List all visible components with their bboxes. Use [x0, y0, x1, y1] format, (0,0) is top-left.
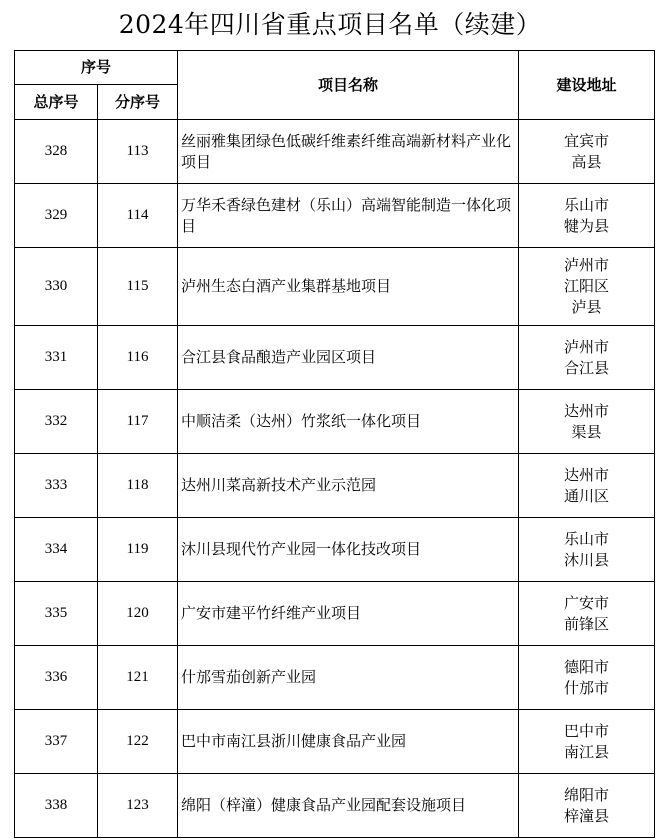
table-row [15, 646, 655, 710]
location-line: 南江县 [564, 742, 610, 761]
seq-group-header: 序号 [15, 51, 178, 85]
location-cell [519, 248, 655, 326]
project-name-cell: 中顺洁柔（达州）竹浆纸一体化项目 [178, 390, 519, 454]
project-name-cell: 万华禾香绿色建材（乐山）高端智能制造一体化项目 [178, 184, 519, 248]
total-seq-cell: 334 [15, 518, 98, 582]
sub-seq-cell: 113 [98, 120, 178, 184]
location-line: 犍为县 [564, 216, 610, 235]
location-line: 广安市 [564, 593, 610, 612]
location-line: 前锋区 [564, 614, 610, 633]
location-header: 建设地址 [519, 51, 655, 120]
total-seq-cell: 338 [15, 774, 98, 838]
location-cell [519, 518, 655, 582]
total-seq-cell: 329 [15, 184, 98, 248]
total-seq-cell: 336 [15, 646, 98, 710]
location-line: 泸县 [571, 298, 602, 316]
sub-seq-cell: 121 [98, 646, 178, 710]
location-cell [519, 390, 655, 454]
table-row [15, 582, 655, 646]
project-name-cell: 沐川县现代竹产业园一体化技改项目 [178, 518, 519, 582]
table-row [15, 518, 655, 582]
location-cell [519, 120, 655, 184]
total-seq-cell: 328 [15, 120, 98, 184]
location-line: 梓潼县 [564, 806, 610, 825]
location-line: 合江县 [564, 358, 610, 377]
location-line: 渠县 [571, 422, 602, 441]
location-cell [519, 454, 655, 518]
total-seq-header: 总序号 [15, 85, 98, 120]
location-cell [519, 326, 655, 390]
sub-seq-cell: 115 [98, 248, 178, 326]
location-line: 什邡市 [564, 678, 610, 697]
location-line: 沐川县 [564, 550, 610, 569]
total-seq-cell: 337 [15, 710, 98, 774]
total-seq-cell: 335 [15, 582, 98, 646]
sub-seq-cell: 122 [98, 710, 178, 774]
location-cell [519, 774, 655, 838]
sub-seq-cell: 123 [98, 774, 178, 838]
sub-seq-cell: 117 [98, 390, 178, 454]
location-line: 高县 [571, 152, 602, 171]
total-seq-cell: 332 [15, 390, 98, 454]
location-line: 泸州市 [564, 337, 610, 356]
table-header-row [15, 51, 655, 85]
location-line: 乐山市 [564, 529, 610, 548]
location-line: 达州市 [564, 465, 610, 484]
location-line: 巴中市 [564, 721, 610, 740]
sub-seq-cell: 120 [98, 582, 178, 646]
location-line: 江阳区 [564, 277, 610, 295]
sub-seq-cell: 119 [98, 518, 178, 582]
project-name-cell: 绵阳（梓潼）健康食品产业园配套设施项目 [178, 774, 519, 838]
location-line: 达州市 [564, 401, 610, 420]
location-line: 绵阳市 [564, 785, 610, 804]
location-line: 德阳市 [564, 657, 610, 676]
table-row [15, 248, 655, 326]
project-name-cell: 丝丽雅集团绿色低碳纤维素纤维高端新材料产业化项目 [178, 120, 519, 184]
project-name-cell: 广安市建平竹纤维产业项目 [178, 582, 519, 646]
total-seq-cell: 331 [15, 326, 98, 390]
sub-seq-header: 分序号 [98, 85, 178, 120]
location-cell [519, 582, 655, 646]
project-name-cell: 泸州生态白酒产业集群基地项目 [178, 248, 519, 326]
sub-seq-cell: 118 [98, 454, 178, 518]
table-row [15, 454, 655, 518]
sub-seq-cell: 114 [98, 184, 178, 248]
table-row [15, 326, 655, 390]
project-name-header: 项目名称 [178, 51, 519, 120]
location-line: 宜宾市 [564, 131, 610, 150]
project-name-cell: 什邡雪茄创新产业园 [178, 646, 519, 710]
location-line: 泸州市 [564, 256, 610, 274]
project-table [14, 50, 655, 838]
location-cell [519, 646, 655, 710]
location-line: 通川区 [564, 486, 610, 505]
table-row [15, 120, 655, 184]
table-row [15, 774, 655, 838]
table-row [15, 184, 655, 248]
total-seq-cell: 333 [15, 454, 98, 518]
location-cell [519, 710, 655, 774]
sub-seq-cell: 116 [98, 326, 178, 390]
table-row [15, 390, 655, 454]
total-seq-cell: 330 [15, 248, 98, 326]
page-title: 2024年四川省重点项目名单（续建） [118, 10, 542, 39]
location-line: 乐山市 [564, 195, 610, 214]
project-name-cell: 合江县食品酿造产业园区项目 [178, 326, 519, 390]
location-cell [519, 184, 655, 248]
table-row [15, 710, 655, 774]
project-name-cell: 巴中市南江县浙川健康食品产业园 [178, 710, 519, 774]
project-name-cell: 达州川菜高新技术产业示范园 [178, 454, 519, 518]
